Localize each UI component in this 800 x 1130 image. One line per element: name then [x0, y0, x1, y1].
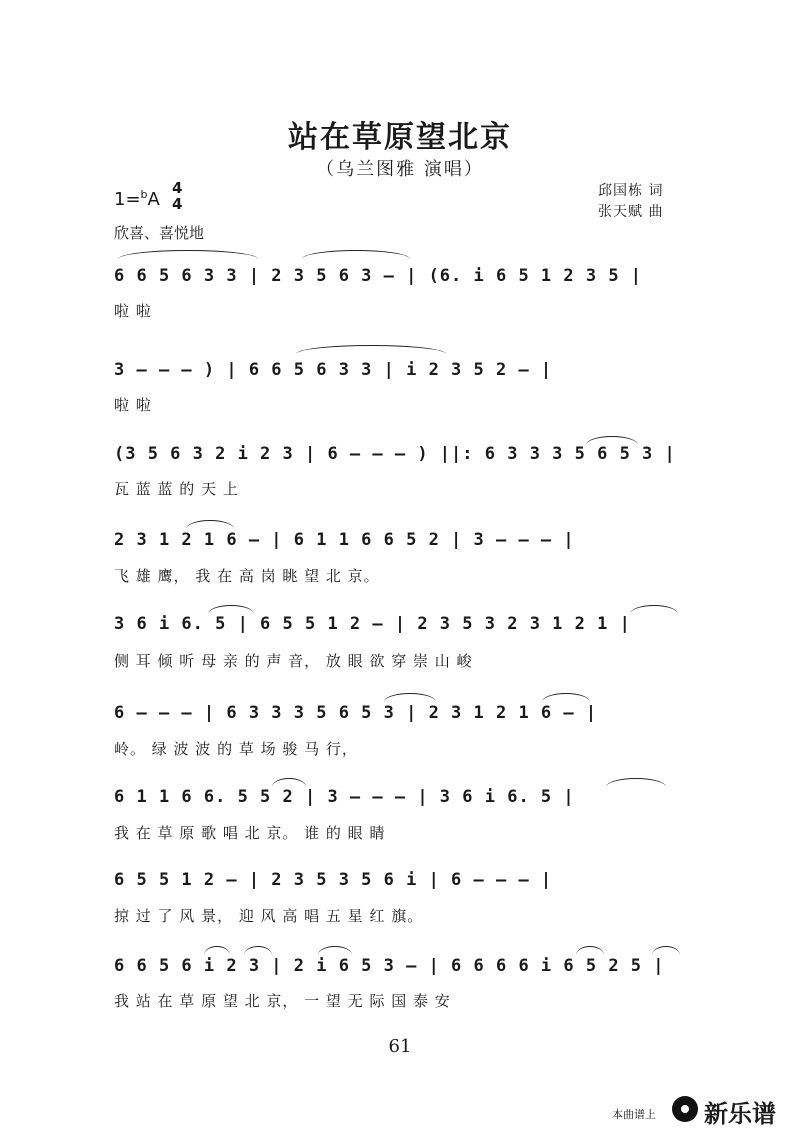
slur: [296, 345, 446, 354]
key-signature: [114, 188, 160, 210]
slur: [204, 946, 230, 955]
slur: [384, 693, 436, 702]
time-signature-bottom: 4: [172, 195, 183, 213]
notation-line-6: 6 – – – | 6 3 3 3 5 6 5 3 | 2 3 1 2 1 6 – |: [114, 703, 598, 723]
composer-credit: 张天赋 曲: [598, 204, 664, 220]
notation-line-3: (3 5 6 3 2 i 2 3 | 6 – – – ) ||: 6 3 3 3 5 6 5 3 |: [114, 444, 676, 464]
time-signature: [172, 180, 182, 212]
lyrics-line-8: 掠 过 了 风 景， 迎 风 高 唱 五 星 红 旗。: [114, 907, 424, 925]
flat-sign: b: [140, 188, 148, 201]
slur: [118, 250, 258, 259]
slur: [272, 778, 306, 787]
notation-line-8: 6 5 5 1 2 – | 2 3 5 3 5 6 i | 6 – – – |: [114, 870, 553, 890]
slur: [630, 605, 678, 614]
slur: [542, 693, 590, 702]
slur: [576, 946, 604, 955]
slur: [186, 520, 234, 529]
site-logo: 新乐谱: [704, 1100, 776, 1128]
slur: [244, 946, 272, 955]
lyrics-line-7: 我 在 草 原 歌 唱 北 京。 谁 的 眼 睛: [114, 824, 386, 842]
slur: [652, 946, 680, 955]
song-title: 站在草原望北京: [288, 120, 512, 155]
lyrics-line-9: 我 站 在 草 原 望 北 京， 一 望 无 际 国 泰 安: [114, 992, 451, 1010]
notation-line-7: 6 1 1 6 6. 5 5 2 | 3 – – – | 3 6 i 6. 5 |: [114, 787, 575, 807]
lyrics-line-2: 啦 啦: [114, 396, 152, 414]
notation-line-9: 6 6 5 6 i 2 3 | 2 i 6 5 3 – | 6 6 6 6 i 6 5 2 5 |: [114, 956, 665, 976]
slur: [302, 250, 410, 259]
vinyl-record-icon: [672, 1096, 698, 1122]
footer-text: 本曲谱上: [612, 1108, 656, 1121]
lyrics-line-5: 侧 耳 倾 听 母 亲 的 声 音， 放 眼 欲 穿 崇 山 峻: [114, 652, 473, 670]
lyrics-line-3: 瓦 蓝 蓝 的 天 上: [114, 480, 239, 498]
slur: [318, 946, 352, 955]
performer-subtitle: （乌兰图雅 演唱）: [316, 159, 484, 180]
key-prefix: 1=: [114, 189, 141, 210]
lyrics-line-4: 飞 雄 鹰， 我 在 高 岗 眺 望 北 京。: [114, 567, 380, 585]
time-signature-top: 4: [172, 179, 183, 197]
lyrics-line-6: 岭。 绿 波 波 的 草 场 骏 马 行，: [114, 740, 358, 758]
page-number: 61: [388, 1036, 412, 1057]
key-note: A: [147, 189, 160, 210]
lyrics-line-1: 啦 啦: [114, 302, 152, 320]
notation-line-2: 3 – – – ) | 6 6 5 6 3 3 | i 2 3 5 2 – |: [114, 360, 553, 380]
notation-line-1: 6 6 5 6 3 3 | 2 3 5 6 3 – | (6. i 6 5 1 2 3 5 |: [114, 266, 643, 286]
lyricist-credit: 邱国栋 词: [598, 183, 664, 199]
tempo-marking: 欣喜、喜悦地: [114, 224, 205, 242]
notation-line-4: 2 3 1 2 1 6 – | 6 1 1 6 6 5 2 | 3 – – – |: [114, 530, 575, 550]
slur: [606, 778, 666, 787]
slur: [208, 605, 254, 614]
notation-line-5: 3 6 i 6. 5 | 6 5 5 1 2 – | 2 3 5 3 2 3 1 2 1 |: [114, 614, 631, 634]
